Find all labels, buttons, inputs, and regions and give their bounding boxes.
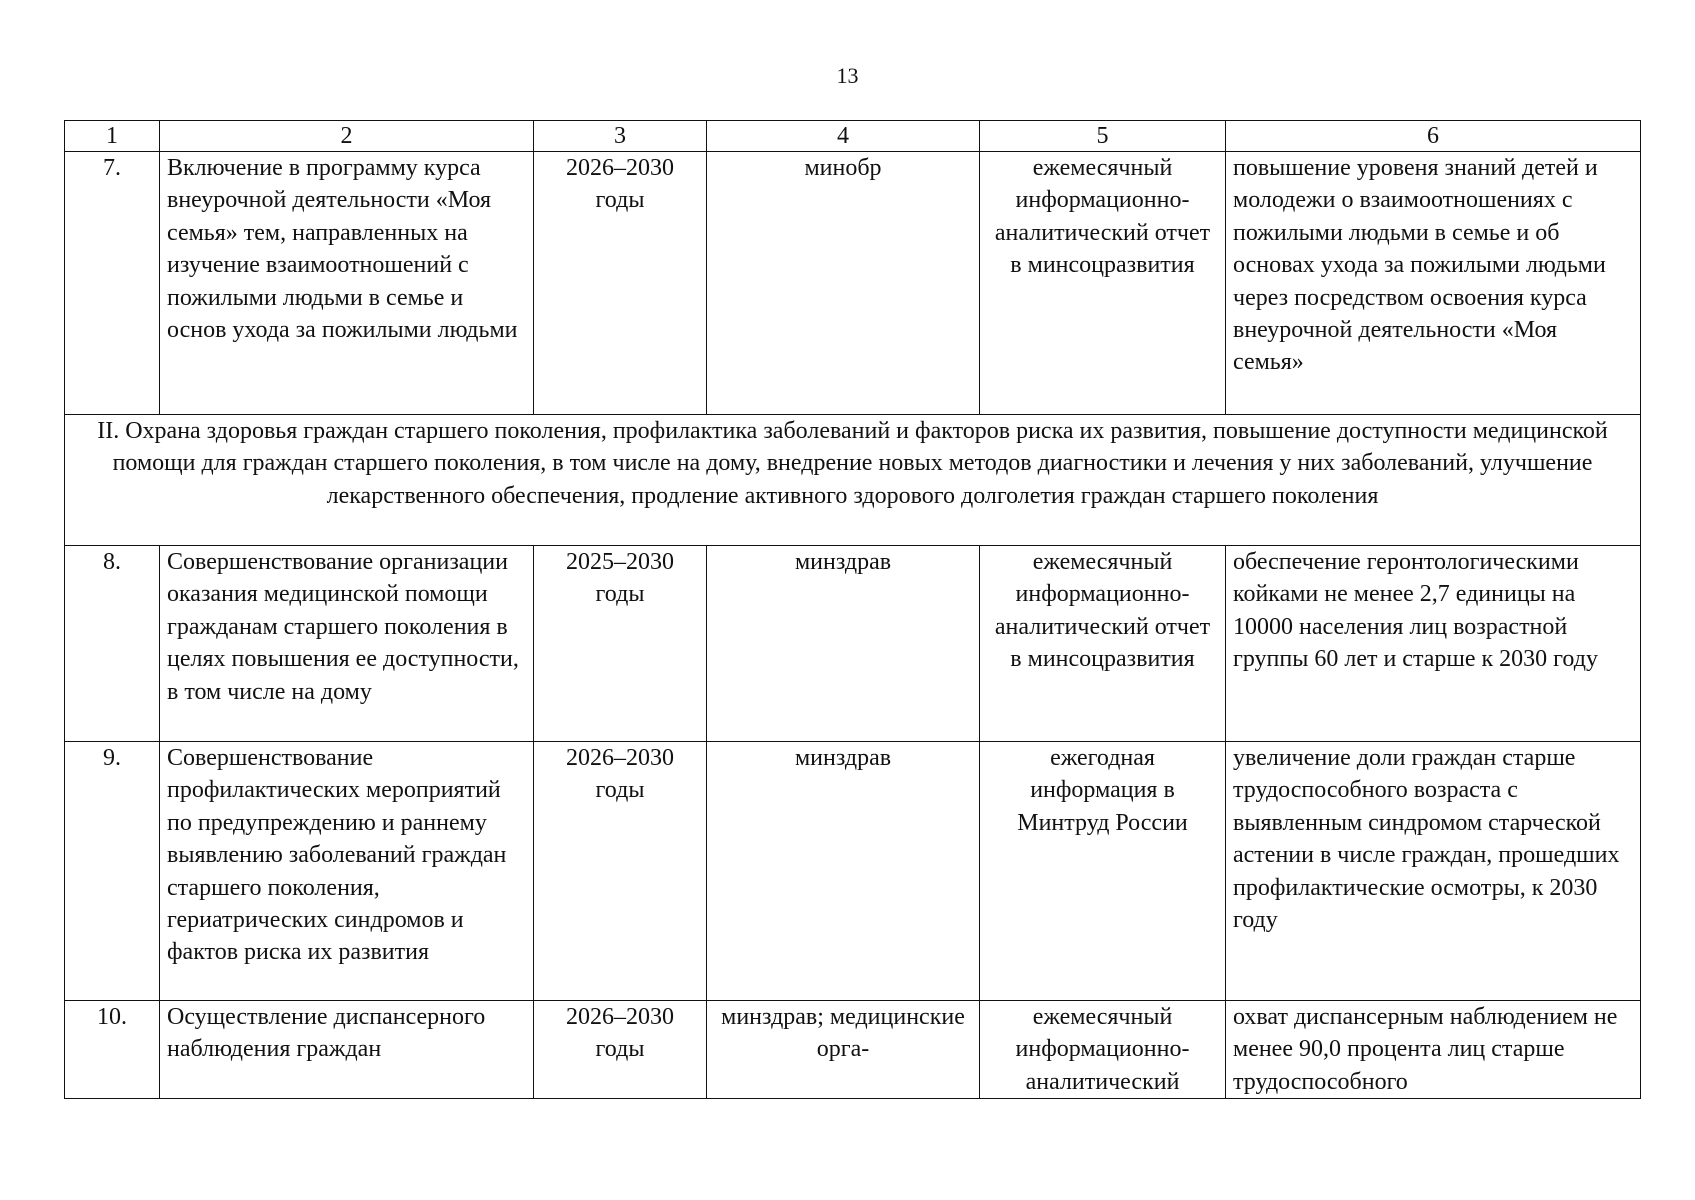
measure-report-form: ежемесячный информационно-аналитический xyxy=(980,1001,1226,1099)
measure-result: обеспечение геронтологическими койками не менее 2,7 единицы на 10000 населения лиц возрастной группы 60 лет и старше к 2030 году xyxy=(1226,546,1641,742)
measure-report-form: ежегодная информация в Минтруд России xyxy=(980,742,1226,1001)
measure-result: охват диспансерным наблюдением не менее 90,0 процента лиц старше трудоспособного xyxy=(1226,1001,1641,1099)
section-row xyxy=(65,415,1641,546)
measure-term: 2026–2030 годы xyxy=(534,1001,707,1099)
column-number: 6 xyxy=(1226,121,1641,152)
table-row xyxy=(65,1001,1641,1099)
measure-executor: минздрав; медицинские орга- xyxy=(707,1001,980,1099)
measure-executor: минобр xyxy=(707,152,980,415)
measure-report-form: ежемесячный информационно-аналитический отчет в минсоцразвития xyxy=(980,546,1226,742)
measure-term: 2025–2030 годы xyxy=(534,546,707,742)
measure-name: Совершенствование организации оказания медицинской помощи гражданам старшего поколения в целях повышения ее доступности, в том числе на дому xyxy=(160,546,534,742)
measure-report-form: ежемесячный информационно-аналитический отчет в минсоцразвития xyxy=(980,152,1226,415)
page-number: 13 xyxy=(836,63,859,88)
measure-result: увеличение доли граждан старше трудоспособного возраста с выявленным синдромом старческой астении в числе граждан, прошедших профилактические осмотры, к 2030 году xyxy=(1226,742,1641,1001)
column-number: 3 xyxy=(534,121,707,152)
measure-name: Осуществление диспансерного наблюдения граждан xyxy=(160,1001,534,1099)
table-row xyxy=(65,152,1641,415)
row-number: 7. xyxy=(65,152,160,415)
column-number: 4 xyxy=(707,121,980,152)
measure-term: 2026–2030 годы xyxy=(534,152,707,415)
column-number-row xyxy=(65,121,1641,152)
measures-table xyxy=(64,120,1641,1099)
table-row xyxy=(65,546,1641,742)
measure-term: 2026–2030 годы xyxy=(534,742,707,1001)
row-number: 9. xyxy=(65,742,160,1001)
column-number: 2 xyxy=(160,121,534,152)
row-number: 10. xyxy=(65,1001,160,1099)
table-row xyxy=(65,742,1641,1001)
column-number: 5 xyxy=(980,121,1226,152)
column-number: 1 xyxy=(65,121,160,152)
row-number: 8. xyxy=(65,546,160,742)
measure-executor: минздрав xyxy=(707,742,980,1001)
measure-name: Совершенствование профилактических мероприятий по предупреждению и раннему выявлению заболеваний граждан старшего поколения, гериатрических синдромов и фактов риска их развития xyxy=(160,742,534,1001)
measure-executor: минздрав xyxy=(707,546,980,742)
measure-result: повышение уровеня знаний детей и молодежи о взаимоотношениях с пожилыми людьми в семье и об основах ухода за пожилыми людьми через посредством освоения курса внеурочной деятельности «Моя семья» xyxy=(1226,152,1641,415)
measure-name: Включение в программу курса внеурочной деятельности «Моя семья» тем, направленных на изучение взаимоотношений с пожилыми людьми в семье и основ ухода за пожилыми людьми xyxy=(160,152,534,415)
section-title: II. Охрана здоровья граждан старшего поколения, профилактика заболеваний и факторов риска их развития, повышение доступности медицинской помощи для граждан старшего поколения, в том числе на дому, внедрение новых методов диагностики и лечения у них заболеваний, улучшение лекарственного обеспечения, продление активного здорового долголетия граждан старшего поколения xyxy=(65,415,1641,546)
